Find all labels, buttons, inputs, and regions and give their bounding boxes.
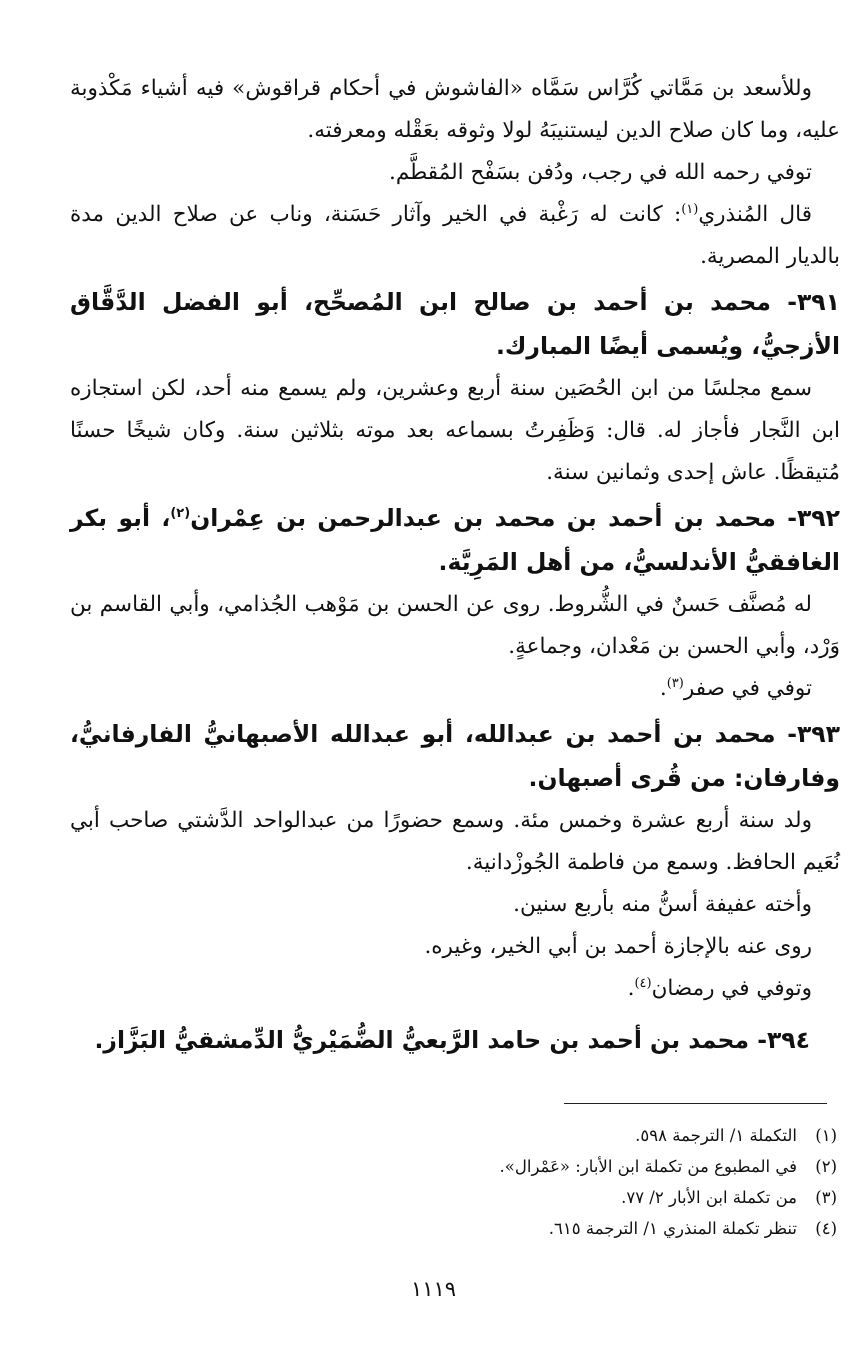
quote-text: : كانت له رَغْبة في الخير وآثار حَسَنة، وناب عن صلاح الدين مدة بالديار المصرية. (70, 202, 840, 269)
page-number: ١١١٩ (410, 1277, 457, 1301)
footnote-number: (٣) (815, 1188, 837, 1207)
entry-393-death-end: . (627, 976, 635, 1001)
entry-393-heading: ٣٩٣- محمد بن أحمد بن عبدالله، أبو عبدالله الأصبهانيُّ الفارفانيُّ، وفارفان: من قُرى أصبهان. (70, 720, 840, 792)
entry-393-body: ولد سنة أربع عشرة وخمس مئة. وسمع حضورًا من عبدالواحد الدَّشتي صاحب أبي نُعَيم الحافظ. وسمع من فاطمة الجُوزْدانية. (70, 808, 840, 875)
footnote-number: (٢) (815, 1157, 837, 1176)
quote-lead: قال المُنذري (698, 202, 812, 227)
footnote-2 (77, 1151, 837, 1182)
entry-393-narrators: روى عنه بالإجازة أحمد بن أبي الخير، وغيره. (424, 934, 812, 959)
entry-392-kunya: ، أبو بكر الغافقيُّ الأندلسيُّ، من أهل المَرِيَّة. (70, 504, 840, 576)
entry-392-name: ٣٩٢- محمد بن أحمد بن محمد بن عبدالرحمن بن عِمْران (190, 504, 840, 532)
footnote-number: (٤) (815, 1219, 837, 1238)
entry-391-heading: ٣٩١- محمد بن أحمد بن صالح ابن المُصحِّح، أبو الفضل الدَّقَّاق الأزجيُّ، ويُسمى أيضًا المبارك. (70, 288, 840, 360)
footnote-text: تنظر تكملة المنذري ١/ الترجمة ٦١٥. (548, 1219, 797, 1238)
entry-393-sister: وأخته عفيفة أسنُّ منه بأربع سنين. (513, 892, 812, 917)
entry-392-body: له مُصنَّف حَسنٌ في الشُّروط. روى عن الحسن بن مَوْهب الجُذامي، وأبي القاسم بن وَرْد، وأبي الحسن بن مَعْدان، وجماعةٍ. (70, 592, 840, 659)
footnote-text: من تكملة ابن الأبار ٢/ ٧٧. (621, 1188, 797, 1207)
paragraph-death-in-rajab: توفي رحمه الله في رجب، ودُفن بسَفْح المُقطَّم. (389, 160, 812, 185)
footnote-3 (77, 1182, 837, 1213)
entry-393-death-text: وتوفي في رمضان (651, 976, 812, 1001)
footnote-4 (77, 1213, 837, 1244)
entry-392-death-text: توفي في صفر (683, 676, 812, 701)
footnote-text: التكملة ١/ الترجمة ٥٩٨. (635, 1126, 797, 1145)
footnote-1 (77, 1120, 837, 1151)
footnotes (77, 1120, 837, 1244)
footnote-divider (564, 1103, 827, 1104)
paragraph-mundhiri-quote (70, 194, 840, 278)
entry-392-death (70, 668, 840, 710)
page-body (70, 68, 840, 1062)
entry-393-death (70, 968, 840, 1010)
entry-392-heading (70, 496, 840, 584)
footnote-number: (١) (815, 1126, 837, 1145)
entry-391-body: سمع مجلسًا من ابن الحُصَين سنة أربع وعشرين، ولم يسمع منه أحد، لكن استجازه ابن النَّجار فأجاز له. قال: وَظَفِرتُ بسماعه بعد موته بثلاثين سنة. وكان شيخًا حسنًا مُتيقظًا. عاش إحدى وثمانين سنة. (70, 376, 840, 485)
footnote-text: في المطبوع من تكملة ابن الأبار: «عَمْرال». (499, 1157, 797, 1176)
footnote-ref-2: (٢) (170, 506, 191, 522)
entry-392-death-end: . (659, 676, 667, 701)
footnote-ref-3: (٣) (666, 675, 684, 691)
entry-394-heading: ٣٩٤- محمد بن أحمد بن حامد الرَّبعيُّ الضُّمَيْريُّ الدِّمشقيُّ البَزَّاز. (94, 1026, 810, 1054)
footnote-ref-1: (١) (681, 201, 699, 217)
footnote-ref-4: (٤) (634, 975, 652, 991)
paragraph-asad-ibn-mammati: وللأسعد بن مَمَّاتي كُرَّاس سَمَّاه «الفاشوش في أحكام قراقوش» فيه أشياء مَكْذوبة عليه، وما كان صلاح الدين ليستنيبَهُ لولا وثوقه بعَقْله ومعرفته. (70, 76, 840, 143)
